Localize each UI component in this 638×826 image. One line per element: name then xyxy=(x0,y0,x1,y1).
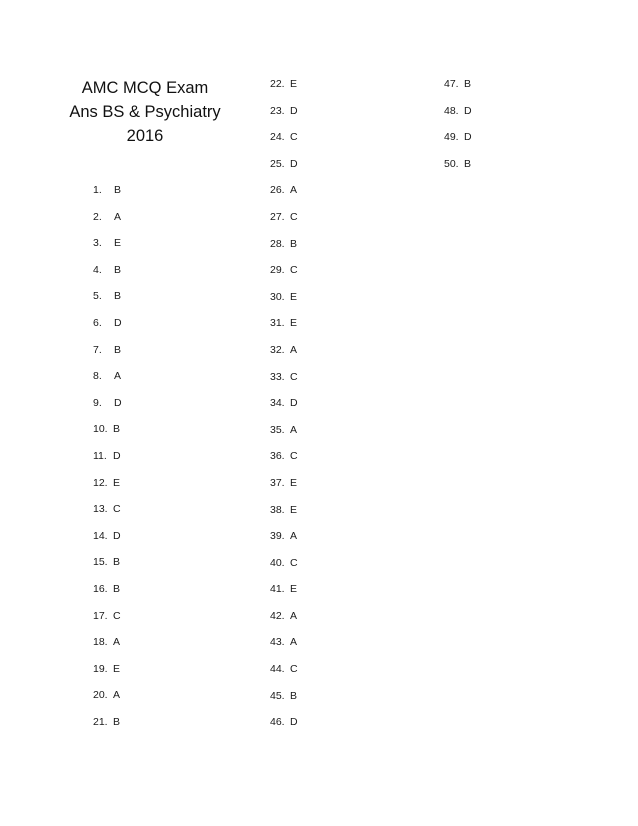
answer-column-2 xyxy=(270,71,298,736)
question-number: 43. xyxy=(270,636,285,649)
question-number: 40. xyxy=(270,556,285,569)
question-number: 38. xyxy=(270,503,285,516)
question-number: 28. xyxy=(270,237,285,250)
answer-item xyxy=(270,550,298,577)
answer-letter: E xyxy=(290,476,298,489)
answer-item xyxy=(270,603,298,630)
question-number: 13. xyxy=(93,503,108,516)
question-number: 14. xyxy=(93,529,108,542)
answer-item xyxy=(270,523,298,550)
answer-letter: B xyxy=(290,237,298,250)
answer-letter: D xyxy=(464,104,472,117)
answer-letter: C xyxy=(290,663,298,676)
question-number: 47. xyxy=(444,78,459,90)
answer-item xyxy=(270,576,298,603)
answer-item xyxy=(270,337,298,364)
answer-item xyxy=(270,310,298,337)
answer-item xyxy=(270,151,298,178)
answer-letter: E xyxy=(290,290,298,303)
answer-item xyxy=(444,124,472,151)
answer-letter: A xyxy=(290,343,298,356)
question-number: 42. xyxy=(270,609,285,622)
question-number: 15. xyxy=(93,556,108,569)
answer-letter: C xyxy=(290,264,298,277)
answer-item xyxy=(270,98,298,125)
answer-item xyxy=(93,629,122,656)
question-number: 2. xyxy=(93,210,102,223)
answer-item xyxy=(93,709,122,736)
answer-item xyxy=(93,283,122,310)
answer-letter: B xyxy=(113,715,121,728)
answer-item xyxy=(93,523,122,550)
question-number: 11. xyxy=(93,449,107,462)
question-number: 44. xyxy=(270,663,285,676)
answer-item xyxy=(444,98,472,125)
answer-column-3 xyxy=(444,71,472,177)
question-number: 21. xyxy=(93,715,108,728)
answer-item xyxy=(93,230,122,257)
answer-item xyxy=(270,470,298,497)
answer-item xyxy=(93,443,122,470)
answer-item xyxy=(270,284,298,311)
answer-letter: C xyxy=(290,131,298,144)
answer-letter: A xyxy=(114,370,122,383)
question-number: 24. xyxy=(270,131,285,144)
answer-item xyxy=(93,416,122,443)
answer-letter: E xyxy=(114,237,122,250)
question-number: 50. xyxy=(444,157,459,170)
answer-item xyxy=(270,124,298,151)
answer-letter: A xyxy=(290,636,298,649)
answer-letter: D xyxy=(113,449,121,462)
answer-letter: B xyxy=(113,582,121,595)
answer-letter: C xyxy=(113,609,121,622)
title-line-subject: Ans BS & Psychiatry xyxy=(69,103,221,121)
question-number: 41. xyxy=(270,583,285,596)
answer-letter: A xyxy=(290,423,298,436)
answer-item xyxy=(270,390,298,417)
question-number: 35. xyxy=(270,423,285,436)
answer-letter: E xyxy=(290,78,298,90)
answer-letter: A xyxy=(290,530,298,543)
question-number: 6. xyxy=(93,316,102,329)
answer-letter: C xyxy=(290,210,298,223)
answer-letter: B xyxy=(114,343,122,356)
answer-letter: B xyxy=(113,556,121,569)
question-number: 1. xyxy=(93,184,102,196)
answer-item xyxy=(93,177,122,204)
answer-column-1 xyxy=(93,177,122,735)
question-number: 48. xyxy=(444,104,459,117)
question-number: 30. xyxy=(270,290,285,303)
answer-letter: B xyxy=(290,689,298,702)
question-number: 25. xyxy=(270,157,285,170)
answer-letter: C xyxy=(290,556,298,569)
answer-letter: A xyxy=(290,184,298,197)
question-number: 37. xyxy=(270,476,285,489)
answer-letter: A xyxy=(290,609,298,622)
question-number: 26. xyxy=(270,184,285,197)
answer-letter: D xyxy=(464,131,472,144)
answer-item xyxy=(93,496,122,523)
question-number: 39. xyxy=(270,530,285,543)
question-number: 45. xyxy=(270,689,285,702)
answer-letter: D xyxy=(290,157,298,170)
question-number: 29. xyxy=(270,264,285,277)
question-number: 17. xyxy=(93,609,108,622)
question-number: 3. xyxy=(93,237,102,250)
answer-letter: D xyxy=(290,716,298,729)
answer-letter: D xyxy=(113,529,121,542)
answer-letter: C xyxy=(290,370,298,383)
answer-letter: B xyxy=(114,290,122,303)
title-line-year: 2016 xyxy=(126,127,164,145)
question-number: 8. xyxy=(93,370,102,383)
answer-item xyxy=(270,204,298,231)
question-number: 36. xyxy=(270,450,285,463)
answer-letter: B xyxy=(114,263,122,276)
question-number: 4. xyxy=(93,263,102,276)
answer-item xyxy=(93,470,122,497)
question-number: 31. xyxy=(270,317,285,330)
answer-item xyxy=(270,656,298,683)
answer-letter: D xyxy=(290,397,298,410)
answer-item xyxy=(270,709,298,736)
question-number: 9. xyxy=(93,396,102,409)
answer-letter: D xyxy=(114,316,122,329)
question-number: 32. xyxy=(270,343,285,356)
answer-letter: A xyxy=(114,210,122,223)
answer-letter: E xyxy=(113,662,121,675)
answer-letter: C xyxy=(290,450,298,463)
answer-letter: B xyxy=(113,423,121,436)
question-number: 34. xyxy=(270,397,285,410)
answer-item xyxy=(93,603,122,630)
question-number: 16. xyxy=(93,582,108,595)
answer-item xyxy=(270,71,298,98)
answer-letter: E xyxy=(113,476,121,489)
title-line-exam: AMC MCQ Exam xyxy=(81,79,209,97)
answer-item xyxy=(444,71,472,98)
answer-item xyxy=(270,364,298,391)
answer-item xyxy=(93,656,122,683)
answer-letter: A xyxy=(113,636,121,649)
question-number: 46. xyxy=(270,716,285,729)
question-number: 19. xyxy=(93,662,108,675)
answer-item xyxy=(444,151,472,178)
answer-item xyxy=(270,257,298,284)
question-number: 49. xyxy=(444,131,459,144)
answer-item xyxy=(270,231,298,258)
answer-item xyxy=(270,443,298,470)
answer-item xyxy=(93,682,122,709)
answer-letter: E xyxy=(290,583,298,596)
question-number: 20. xyxy=(93,689,108,702)
answer-item xyxy=(93,310,122,337)
question-number: 10. xyxy=(93,423,108,436)
answer-item xyxy=(93,549,122,576)
answer-item xyxy=(93,337,122,364)
answer-letter: E xyxy=(290,503,298,516)
question-number: 18. xyxy=(93,636,108,649)
answer-item xyxy=(93,576,122,603)
question-number: 22. xyxy=(270,78,285,90)
document-title xyxy=(64,76,226,148)
answer-letter: B xyxy=(114,184,122,196)
question-number: 5. xyxy=(93,290,102,303)
answer-item xyxy=(93,204,122,231)
answer-item xyxy=(93,257,122,284)
question-number: 12. xyxy=(93,476,108,489)
answer-item xyxy=(93,363,122,390)
answer-letter: C xyxy=(113,503,121,516)
question-number: 33. xyxy=(270,370,285,383)
question-number: 7. xyxy=(93,343,102,356)
answer-letter: D xyxy=(290,104,298,117)
question-number: 27. xyxy=(270,210,285,223)
answer-letter: D xyxy=(114,396,122,409)
answer-letter: E xyxy=(290,317,298,330)
question-number: 23. xyxy=(270,104,285,117)
answer-item xyxy=(93,390,122,417)
answer-item xyxy=(270,497,298,524)
answer-letter: A xyxy=(113,689,121,702)
answer-letter: B xyxy=(464,78,472,90)
answer-letter: B xyxy=(464,157,472,170)
answer-item xyxy=(270,629,298,656)
answer-item xyxy=(270,417,298,444)
answer-item xyxy=(270,177,298,204)
answer-item xyxy=(270,683,298,710)
